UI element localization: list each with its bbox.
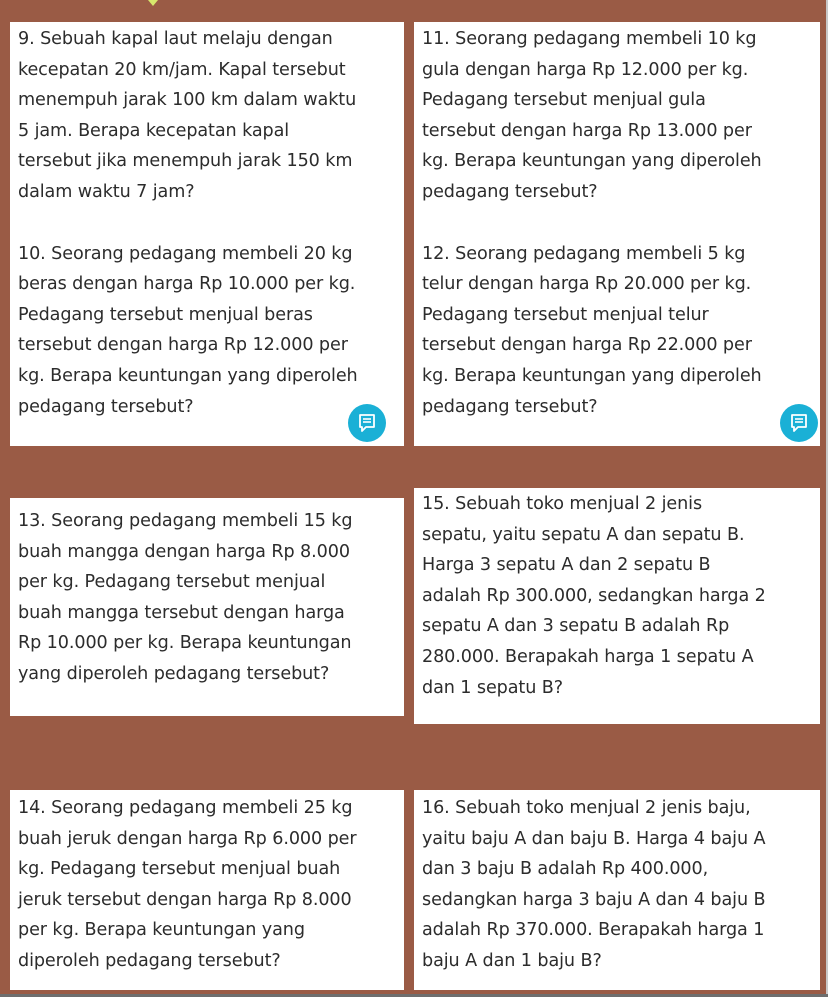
problem-16-text: 16. Sebuah toko menjual 2 jenis baju, yaitu baju A dan baju B. Harga 4 baju A dan 3 baju B adalah Rp 400.000, sedangkan harga 3 baju A dan 4 baju B adalah Rp 370.000. Berapakah harga 1 baju A dan 1 baju B? (422, 798, 766, 971)
problem-12-text: 12. Seorang pedagang membeli 5 kg telur dengan harga Rp 20.000 per kg. Pedagang tersebut menjual telur tersebut dengan harga Rp 22.000 per kg. Berapa keuntungan yang diperoleh pedagang tersebut? (422, 243, 762, 417)
problem-card-15 (414, 488, 820, 724)
problem-15-text: 15. Sebuah toko menjual 2 jenis sepatu, yaitu sepatu A dan sepatu B. Harga 3 sepatu A dan 2 sepatu B adalah Rp 300.000, sedangkan harga 2 sepatu A dan 3 sepatu B adalah Rp 280.000. Berapakah harga 1 sepatu A dan 1 sepatu B? (422, 494, 766, 698)
problem-13-text: 13. Seorang pedagang membeli 15 kg buah mangga dengan harga Rp 8.000 per kg. Pedagang tersebut menjual buah mangga tersebut dengan harga Rp 10.000 per kg. Berapa keuntungan yang diperoleh pedagang tersebut? (18, 511, 353, 684)
problem-14-text: 14. Seorang pedagang membeli 25 kg buah jeruk dengan harga Rp 6.000 per kg. Pedagang tersebut menjual buah jeruk tersebut dengan harga Rp 8.000 per kg. Berapa keuntungan yang diperoleh pedagang tersebut? (18, 798, 357, 971)
top-marker (148, 0, 158, 6)
problem-card-13 (10, 498, 404, 716)
problem-9-text: 9. Sebuah kapal laut melaju dengan kecepatan 20 km/jam. Kapal tersebut menempuh jarak 100 km dalam waktu 5 jam. Berapa kecepatan kapal tersebut jika menempuh jarak 150 km dalam waktu 7 jam? (18, 29, 357, 202)
problem-card-9-10 (10, 22, 404, 446)
problem-card-16 (414, 790, 820, 990)
comment-button[interactable] (780, 404, 818, 442)
chat-bubble-icon (357, 413, 377, 433)
chat-bubble-icon (789, 413, 809, 433)
comment-button[interactable] (348, 404, 386, 442)
problem-10-text: 10. Seorang pedagang membeli 20 kg beras dengan harga Rp 10.000 per kg. Pedagang tersebut menjual beras tersebut dengan harga Rp 12.000 per kg. Berapa keuntungan yang diperoleh pedagang tersebut? (18, 243, 358, 417)
problem-card-14 (10, 790, 404, 990)
problem-card-11-12 (414, 22, 820, 446)
problem-11-text: 11. Seorang pedagang membeli 10 kg gula dengan harga Rp 12.000 per kg. Pedagang tersebut menjual gula tersebut dengan harga Rp 13.000 per kg. Berapa keuntungan yang diperoleh pedagang tersebut? (422, 29, 762, 202)
